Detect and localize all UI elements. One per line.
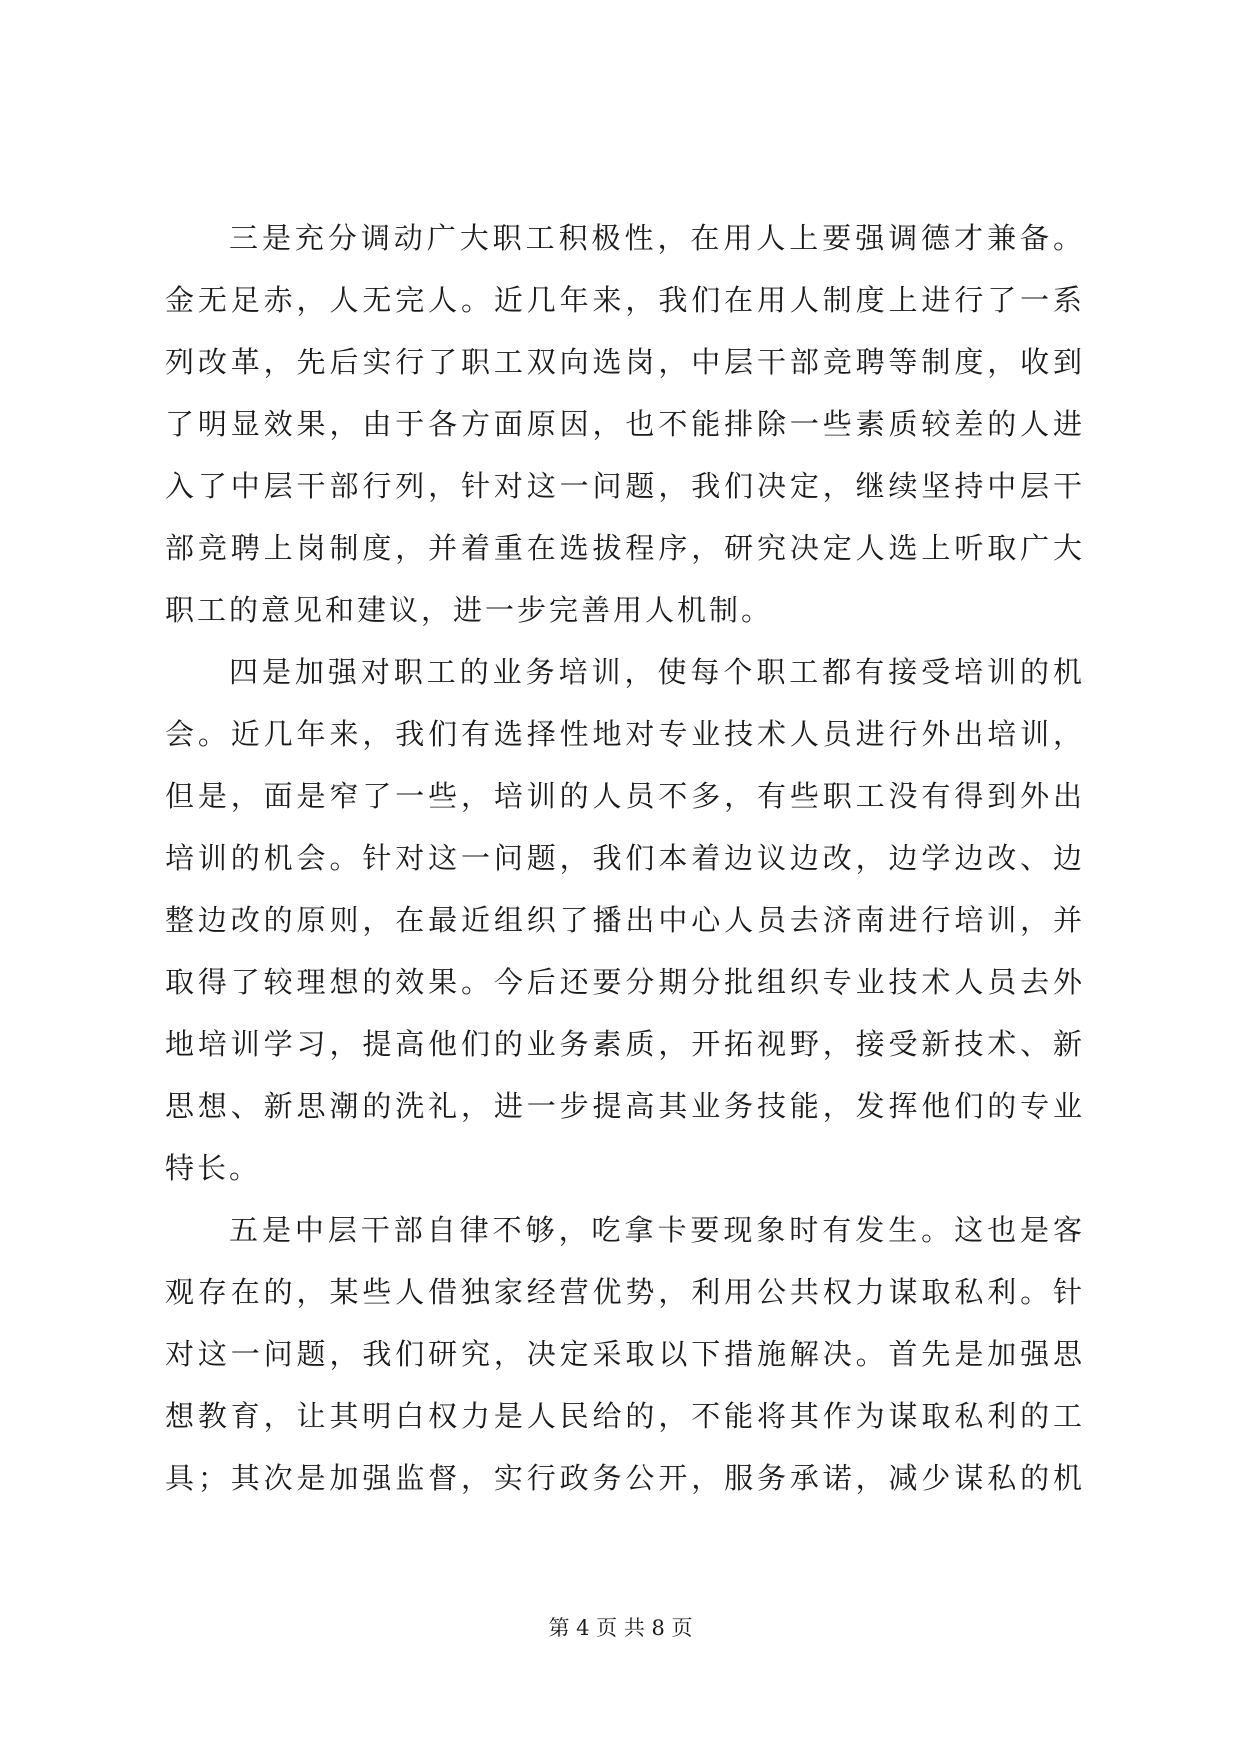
paragraph-4 — [165, 641, 1085, 1199]
text-line: 列改革，先后实行了职工双向选岗，中层干部竞聘等制度，收到 — [165, 345, 1085, 379]
text-line: 具；其次是加强监督，实行政务公开，服务承诺，减少谋私的机 — [165, 1461, 1085, 1495]
text-line: 但是，面是窄了一些，培训的人员不多，有些职工没有得到外出 — [165, 779, 1085, 813]
text-line: 特长。 — [165, 1151, 262, 1185]
text-line: 了明显效果，由于各方面原因，也不能排除一些素质较差的人进 — [165, 407, 1085, 441]
text-line: 整边改的原则，在最近组织了播出中心人员去济南进行培训，并 — [165, 903, 1085, 937]
page-number-footer: 第 4 页 共 8 页 — [548, 1616, 693, 1640]
text-line: 会。近几年来，我们有选择性地对专业技术人员进行外出培训， — [165, 717, 1085, 751]
text-line: 想教育，让其明白权力是人民给的，不能将其作为谋取私利的工 — [165, 1399, 1085, 1433]
text-line: 部竞聘上岗制度，并着重在选拔程序，研究决定人选上听取广大 — [165, 531, 1085, 565]
text-line: 金无足赤，人无完人。近几年来，我们在用人制度上进行了一系 — [165, 283, 1085, 317]
text-line: 对这一问题，我们研究，决定采取以下措施解决。首先是加强思 — [165, 1337, 1085, 1371]
text-line: 四是加强对职工的业务培训，使每个职工都有接受培训的机 — [229, 655, 1085, 689]
text-line: 思想、新思潮的洗礼，进一步提高其业务技能，发挥他们的专业 — [165, 1089, 1085, 1123]
text-line: 取得了较理想的效果。今后还要分期分批组织专业技术人员去外 — [165, 965, 1085, 999]
text-line: 五是中层干部自律不够，吃拿卡要现象时有发生。这也是客 — [229, 1213, 1085, 1247]
text-line: 入了中层干部行列，针对这一问题，我们决定，继续坚持中层干 — [165, 469, 1085, 503]
text-line: 职工的意见和建议，进一步完善用人机制。 — [165, 593, 774, 627]
text-line: 培训的机会。针对这一问题，我们本着边议边改，边学边改、边 — [165, 841, 1085, 875]
text-line: 地培训学习，提高他们的业务素质，开拓视野，接受新技术、新 — [165, 1027, 1085, 1061]
document-body — [165, 207, 1085, 1509]
text-line: 三是充分调动广大职工积极性，在用人上要强调德才兼备。 — [229, 221, 1085, 255]
paragraph-3 — [165, 207, 1085, 641]
paragraph-5 — [165, 1199, 1085, 1509]
text-line: 观存在的，某些人借独家经营优势，利用公共权力谋取私利。针 — [165, 1275, 1085, 1309]
